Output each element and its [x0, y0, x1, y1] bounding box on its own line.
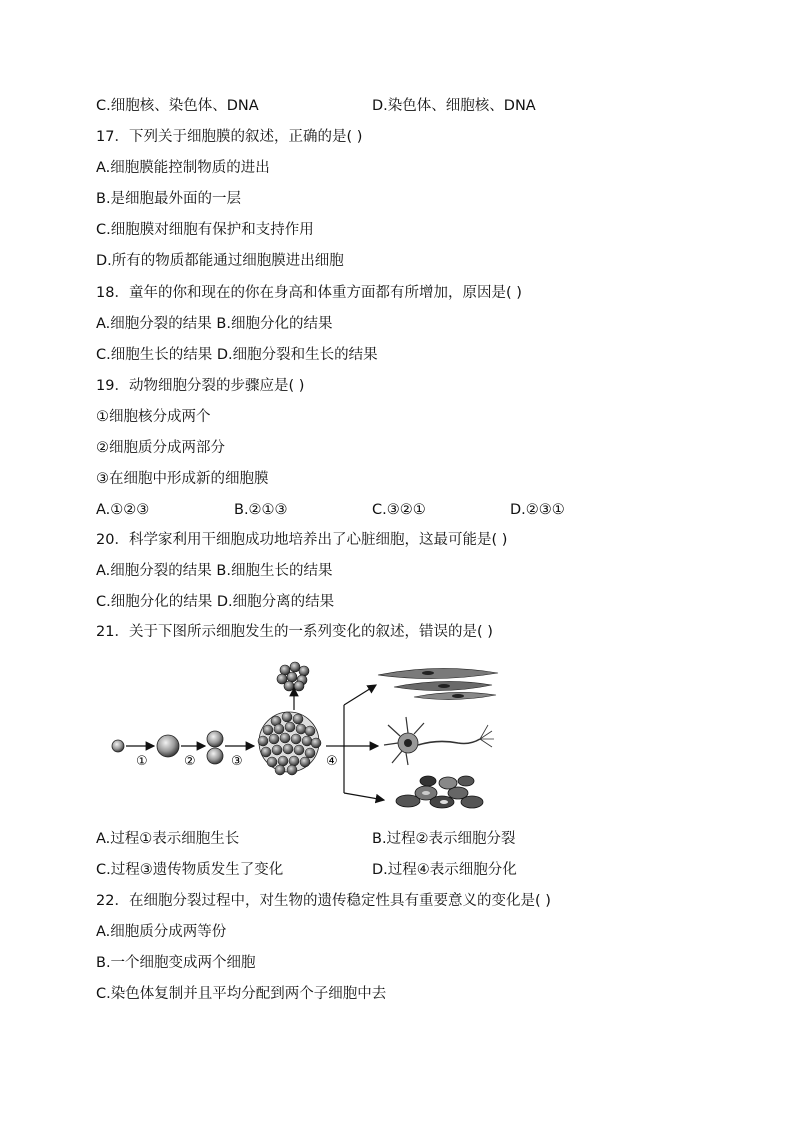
q22-option-c: C.染色体复制并且平均分配到两个子细胞中去: [96, 986, 387, 1002]
q18-options-cd: C.细胞生长的结果 D.细胞分裂和生长的结果: [96, 347, 378, 363]
q16-option-d: D.染色体、细胞核、DNA: [372, 98, 536, 114]
q19-option-c: C.③②①: [372, 502, 426, 518]
q18-options-ab: A.细胞分裂的结果 B.细胞分化的结果: [96, 316, 333, 332]
daughter-cell-bottom: [207, 748, 223, 764]
q19-stem: 19．动物细胞分裂的步骤应是( ): [96, 378, 305, 394]
q21-option-c: C.过程③遗传物质发生了变化: [96, 862, 284, 878]
arrow-to-muscle: [344, 685, 376, 705]
q20-options-cd: C.细胞分化的结果 D.细胞分离的结果: [96, 594, 335, 610]
q17-option-d: D.所有的物质都能通过细胞膜进出细胞: [96, 253, 344, 269]
q18-stem: 18．童年的你和现在的你在身高和体重方面都有所增加，原因是( ): [96, 285, 522, 301]
q17-option-a: A.细胞膜能控制物质的进出: [96, 160, 270, 176]
grown-cell: [157, 735, 179, 757]
q19-option-b: B.②①③: [234, 502, 288, 518]
q21-stem: 21．关于下图所示细胞发生的一系列变化的叙述，错误的是( ): [96, 624, 493, 640]
q20-stem: 20．科学家利用干细胞成功地培养出了心脏细胞，这最可能是( ): [96, 532, 508, 548]
q16-option-c: C.细胞核、染色体、DNA: [96, 98, 259, 114]
blood-cells: [396, 776, 483, 808]
q19-option-a: A.①②③: [96, 502, 150, 518]
cell-change-diagram: [108, 655, 508, 815]
label-3: ③: [231, 754, 243, 769]
q17-option-c: C.细胞膜对细胞有保护和支持作用: [96, 222, 314, 238]
q19-step-1: ①细胞核分成两个: [96, 409, 211, 425]
q19-step-2: ②细胞质分成两部分: [96, 440, 225, 456]
q17-option-b: B.是细胞最外面的一层: [96, 191, 242, 207]
q22-stem: 22．在细胞分裂过程中，对生物的遗传稳定性具有重要意义的变化是( ): [96, 893, 551, 909]
q19-step-3: ③在细胞中形成新的细胞膜: [96, 471, 269, 487]
q17-stem: 17．下列关于细胞膜的叙述，正确的是( ): [96, 129, 363, 145]
neuron-cell: [384, 717, 494, 765]
q20-options-ab: A.细胞分裂的结果 B.细胞生长的结果: [96, 563, 333, 579]
muscle-cells: [378, 668, 498, 699]
q22-option-b: B.一个细胞变成两个细胞: [96, 955, 256, 971]
q22-option-a: A.细胞质分成两等份: [96, 924, 227, 940]
small-cell-cluster: [277, 662, 309, 691]
q19-option-d: D.②③①: [510, 502, 565, 518]
label-4: ④: [326, 754, 338, 769]
cell-cluster: [258, 712, 321, 775]
small-cell: [112, 740, 124, 752]
q21-option-d: D.过程④表示细胞分化: [372, 862, 517, 878]
daughter-cell-top: [207, 731, 223, 747]
q21-option-b: B.过程②表示细胞分裂: [372, 831, 516, 847]
label-1: ①: [136, 754, 148, 769]
q21-option-a: A.过程①表示细胞生长: [96, 831, 240, 847]
label-2: ②: [184, 754, 196, 769]
arrow-to-blood: [344, 793, 384, 800]
